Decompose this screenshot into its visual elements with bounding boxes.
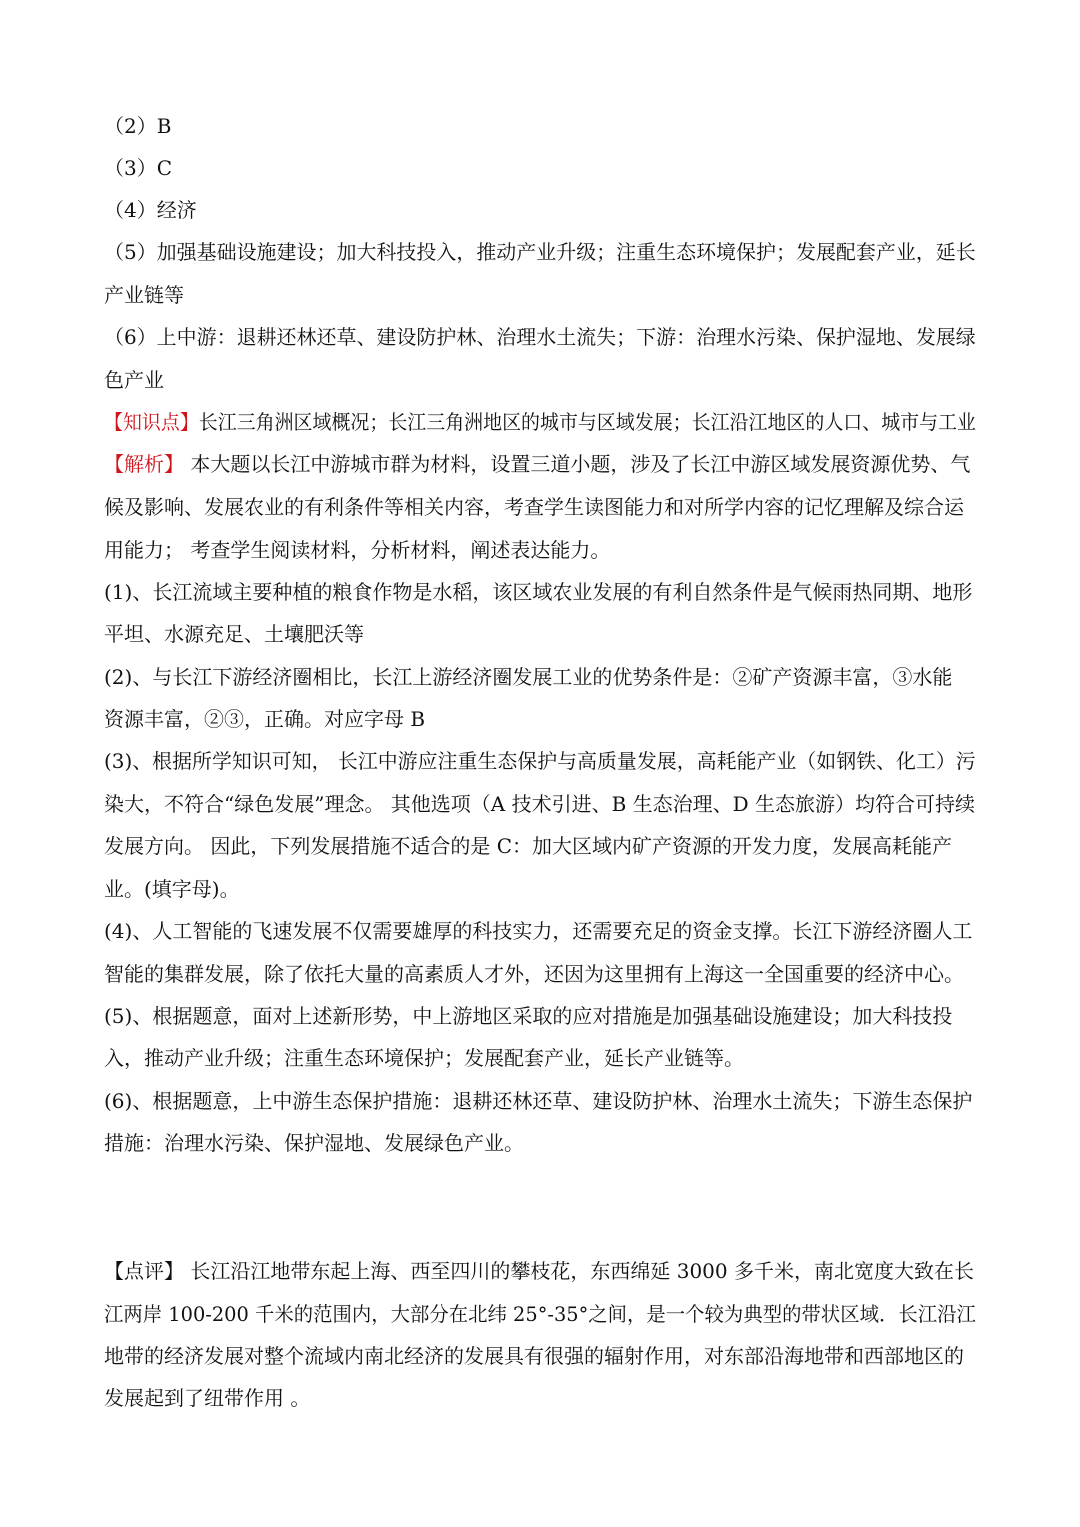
analysis-tag: 【解析】: [104, 452, 184, 476]
answer-6-line-2: 色产业: [104, 368, 164, 392]
analysis-intro: 本大题以长江中游城市群为材料，设置三道小题，涉及了长江中游区域发展资源优势、气: [184, 452, 971, 476]
analysis-line-14: (5)、根据题意，面对上述新形势，中上游地区采取的应对措施是加强基础设施建设；加大科技投: [104, 1004, 953, 1028]
comment-line-3: 地带的经济发展对整个流域内南北经济的发展具有很强的辐射作用，对东部沿海地带和西部地区的: [104, 1344, 964, 1368]
analysis-line-11: 业。(填字母)。: [104, 877, 240, 901]
analysis-line-6: (2)、与长江下游经济圈相比，长江上游经济圈发展工业的优势条件是：②矿产资源丰富，③水能: [104, 665, 953, 689]
analysis-line-3: 用能力； 考查学生阅读材料，分析材料，阐述表达能力。: [104, 538, 611, 562]
analysis-line-8: (3)、根据所学知识可知， 长江中游应注重生态保护与高质量发展，高耗能产业（如钢铁、化工）污: [104, 749, 976, 773]
answer-2: （2）B: [104, 114, 172, 138]
answer-3: （3）C: [104, 156, 173, 180]
answer-5-line-2: 产业链等: [104, 283, 184, 307]
analysis-line-4: (1)、长江流域主要种植的粮食作物是水稻，该区域农业发展的有利自然条件是气候雨热同期、地形: [104, 580, 973, 604]
analysis-line-17: 措施：治理水污染、保护湿地、发展绿色产业。: [104, 1131, 524, 1155]
comment-line-2: 江两岸 100-200 千米的范围内，大部分在北纬 25°-35°之间，是一个较为典型的带状区域．长江沿江: [104, 1302, 976, 1326]
knowledge-tag: 【知识点】: [104, 410, 199, 434]
knowledge-text: 长江三角洲区域概况；长江三角洲地区的城市与区域发展；长江沿江地区的人口、城市与工业: [198, 410, 976, 434]
analysis-line-2: 候及影响、发展农业的有利条件等相关内容，考查学生读图能力和对所学内容的记忆理解及综合运: [104, 495, 964, 519]
analysis-line-5: 平坦、水源充足、土壤肥沃等: [104, 622, 364, 646]
answer-4: （4）经济: [104, 198, 197, 222]
comment-line-4: 发展起到了纽带作用 。: [104, 1386, 311, 1410]
analysis-line-9: 染大，不符合“绿色发展”理念。 其他选项（A 技术引进、B 生态治理、D 生态旅游）均符合可持续: [104, 792, 976, 816]
answer-6-line-1: （6）上中游：退耕还林还草、建设防护林、治理水土流失；下游：治理水污染、保护湿地、发展绿: [104, 325, 976, 349]
comment-line-1: 【点评】 长江沿江地带东起上海、西至四川的攀枝花，东西绵延 3000 多千米，南北宽度大致在长: [104, 1259, 974, 1283]
analysis-line-16: (6)、根据题意，上中游生态保护措施：退耕还林还草、建设防护林、治理水土流失；下游生态保护: [104, 1089, 973, 1113]
analysis-line-1: [104, 452, 970, 476]
knowledge-point: [104, 410, 976, 434]
analysis-line-7: 资源丰富，②③，正确。对应字母 B: [104, 707, 426, 731]
answer-5-line-1: （5）加强基础设施建设；加大科技投入，推动产业升级；注重生态环境保护；发展配套产业，延长: [104, 240, 976, 264]
analysis-line-13: 智能的集群发展，除了依托大量的高素质人才外，还因为这里拥有上海这一全国重要的经济中心。: [104, 962, 964, 986]
analysis-line-12: (4)、人工智能的飞速发展不仅需要雄厚的科技实力，还需要充足的资金支撑。长江下游经济圈人工: [104, 919, 973, 943]
analysis-line-15: 入，推动产业升级；注重生态环境保护；发展配套产业，延长产业链等。: [104, 1046, 744, 1070]
analysis-line-10: 发展方向。 因此，下列发展措施不适合的是 C：加大区域内矿产资源的开发力度，发展高耗能产: [104, 834, 953, 858]
